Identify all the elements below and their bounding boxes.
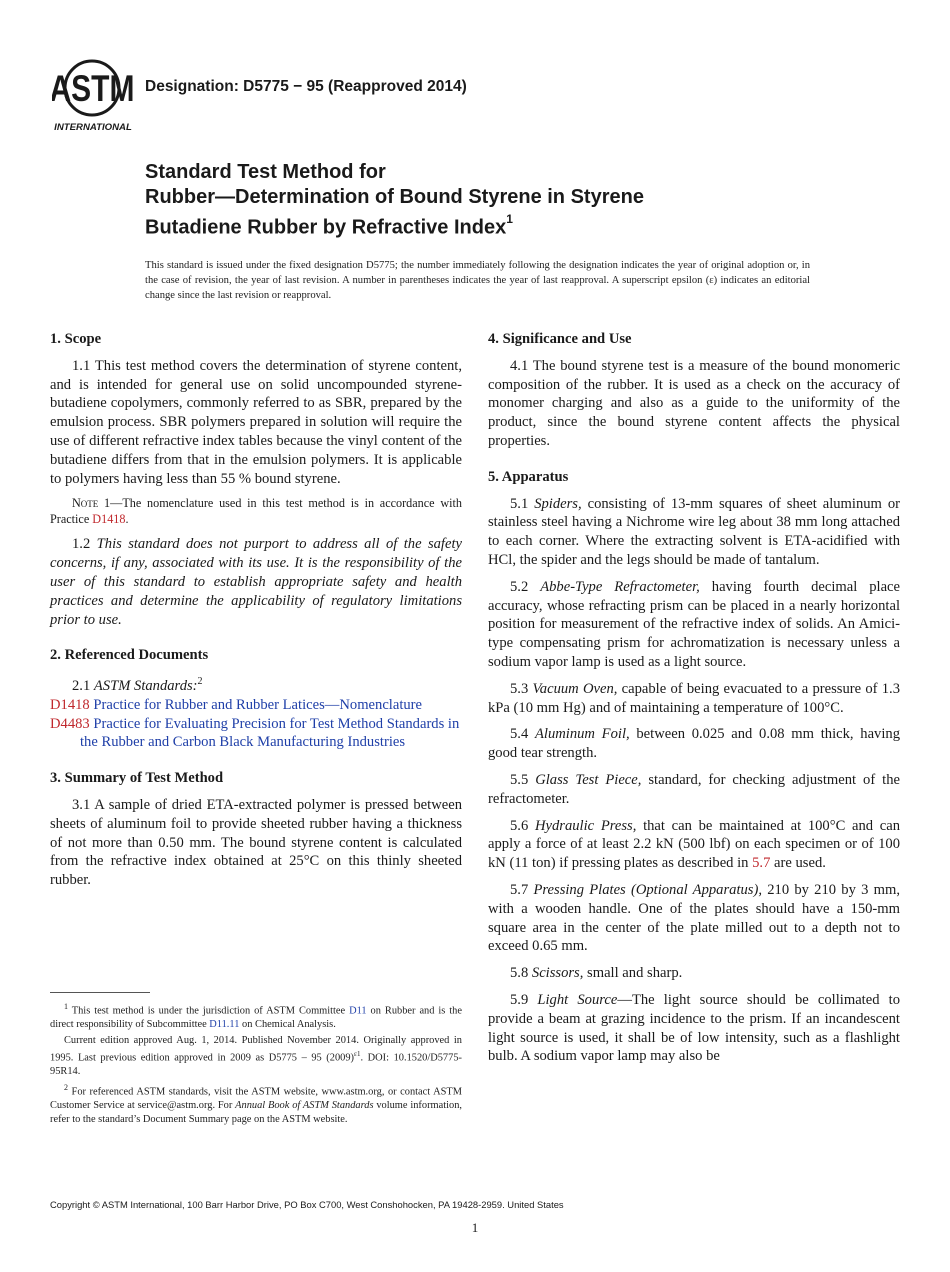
note-1: Note 1—The nomenclature used in this test method is in accordance with Practice D1418. (50, 496, 462, 526)
copyright-notice: Copyright © ASTM International, 100 Barr Harbor Drive, PO Box C700, West Conshohocken, PA 19428-2959. United States (50, 1199, 564, 1210)
link-d1418[interactable]: D1418 (50, 696, 90, 713)
title-line-2: Rubber—Determination of Bound Styrene in Styrene (145, 186, 644, 208)
svg-text:INTERNATIONAL: INTERNATIONAL (54, 122, 132, 132)
designation: Designation: D5775 − 95 (Reapproved 2014) (145, 78, 467, 95)
paragraph-5-3: 5.3 Vacuum Oven, capable of being evacuated to a pressure of 1.3 kPa (10 mm Hg) and of maintaining a temperature of 100°C. (488, 680, 900, 716)
paragraph-5-9: 5.9 Light Source—The light source should be collimated to provide a beam at grazing incidence to the prism. If an incandescent light source is used, it shall be of low intensity, such as a flashlight bulb. A sodium vapor lamp may also be (488, 991, 900, 1065)
title-line-1: Standard Test Method for (145, 161, 386, 183)
paragraph-1-2: 1.2 This standard does not purport to address all of the safety concerns, if any, associated with its use. It is the responsibility of the user of this standard to establish appropriate safety and health practices and determine the applicability of regulatory limitations prior to use. (50, 536, 462, 628)
section-heading-summary: 3. Summary of Test Method (50, 770, 224, 787)
link-section-5-7[interactable]: 5.7 (752, 855, 771, 872)
link-committee-d11[interactable]: D11 (349, 1005, 367, 1017)
paragraph-5-4: 5.4 Aluminum Foil, between 0.025 and 0.08 mm thick, having good tear strength. (488, 726, 900, 762)
section-heading-referenced-documents: 2. Referenced Documents (50, 647, 209, 664)
title-line-3: Butadiene Rubber by Refractive Index$^1$ (145, 212, 513, 239)
reference-d1418[interactable]: D1418 Practice for Rubber and Rubber Latices—Nomenclature (50, 696, 423, 713)
paragraph-5-1: 5.1 Spiders, consisting of 13-mm squares of sheet aluminum or stainless steel having a Nichrome wire leg about 38 mm long attached to each corner. Where the extracting solvent is ETA-acidified with HCl, the spider and the legs should be made of tantalum. (488, 495, 901, 568)
paragraph-5-2: 5.2 Abbe-Type Refractometer, having fourth decimal place accuracy, whose refracting prism can be placed in a nearly horizontal position for measurement of the refractive index of solids. An Amici-type compensating prism for achromatization is necessary unless a sodium vapor lamp is used as a light source. (488, 578, 901, 670)
link-d4483[interactable]: D4483 (50, 715, 90, 732)
page-title (145, 160, 865, 241)
reference-d4483[interactable]: D4483 Practice for Evaluating Precision for Test Method Standards in the Rubber and Carbon Black Manufacturing Industries (50, 715, 460, 751)
paragraph-5-6: 5.6 Hydraulic Press, that can be maintained at 100°C and can apply a force of at least 2.2 kN (500 lbf) on each specimen or of 100 kN (11 ton) if pressing plates as described in 5.7 are used. (488, 817, 901, 872)
footnote-1: $^1$ This test method is under the jurisdiction of ASTM Committee D11 on Rubber and is the direct responsibility of Subcommittee D11.11 on Chemical Analysis. (50, 1002, 462, 1031)
issuance-notice: This standard is issued under the fixed designation D5775; the number immediately following the designation indicates the year of original adoption or, in the case of revision, the year of last revision. A number in parentheses indicates the year of last reapproval. A superscript epsilon (ε) indicates an editorial change since the last revision or reapproval. (145, 260, 810, 301)
paragraph-5-5: 5.5 Glass Test Piece, standard, for checking adjustment of the refractometer. (488, 771, 900, 807)
link-d1418-note[interactable]: D1418 (92, 511, 126, 526)
section-heading-significance: 4. Significance and Use (488, 331, 632, 347)
paragraph-3-1: 3.1 A sample of dried ETA-extracted polymer is pressed between sheets of aluminum foil to provide sheeted rubber having a thickness of not more than 0.50 mm. The bound styrene content is calculated from the refractive index obtained at 25°C on this thinly sheeted rubber. (50, 797, 462, 889)
paragraph-2-1: 2.1 ASTM Standards:$^2$ (72, 676, 203, 695)
astm-logo (52, 56, 136, 132)
footnote-divider (50, 992, 150, 993)
paragraph-5-8: 5.8 Scissors, small and sharp. (510, 965, 683, 982)
section-heading-apparatus: 5. Apparatus (488, 468, 569, 485)
page-number: 1 (471, 1220, 479, 1235)
paragraph-5-7: 5.7 Pressing Plates (Optional Apparatus), 210 by 210 by 3 mm, with a wooden handle. One of the plates should have a 150-mm square area in the center of the plate milled out to a depth not to exceed 0.65 mm. (488, 881, 900, 955)
paragraph-4-1: 4.1 The bound styrene test is a measure of the bound monomeric composition of the rubber. It is used as a check on the accuracy of monomer charging and also as a guide to the uniformity of the product, since the bound styrene content affects the physical properties. (488, 357, 900, 449)
paragraph-1-1: 1.1 This test method covers the determination of styrene content, and is intended for general use on solid uncompounded styrene-butadiene copolymers, commonly referred to as SBR, prepared by the emulsion process. SBR polymers prepared in solution will require the use of different refractive index tables because the vinyl content of the butadiene differs from that in the emulsion polymers. It is applicable to polymers having less than 55 % bound styrene. (50, 357, 462, 487)
svg-text:ASTM: ASTM (52, 67, 135, 110)
right-column (488, 330, 900, 1066)
footnote-1-edition: Current edition approved Aug. 1, 2014. Published November 2014. Originally approved in 1995. Last previous edition approved in 2009 as D5775 – 95 $(2009)^{\varepsilon 1}$. DOI: 10.1520/D5775-95R14. (50, 1035, 462, 1078)
section-heading-scope: 1. Scope (50, 331, 102, 347)
footnote-2: $^2$ For referenced ASTM standards, visit the ASTM website, www.astm.org, or contact ASTM Customer Service at service@astm.org. For Annual Book of ASTM Standards volume information, refer to the standard’s Document Summary page on the ASTM website. (50, 1082, 462, 1125)
footnotes (50, 1000, 462, 1129)
link-subcommittee-d11-11[interactable]: D11.11 (209, 1019, 240, 1031)
left-column (50, 330, 462, 890)
